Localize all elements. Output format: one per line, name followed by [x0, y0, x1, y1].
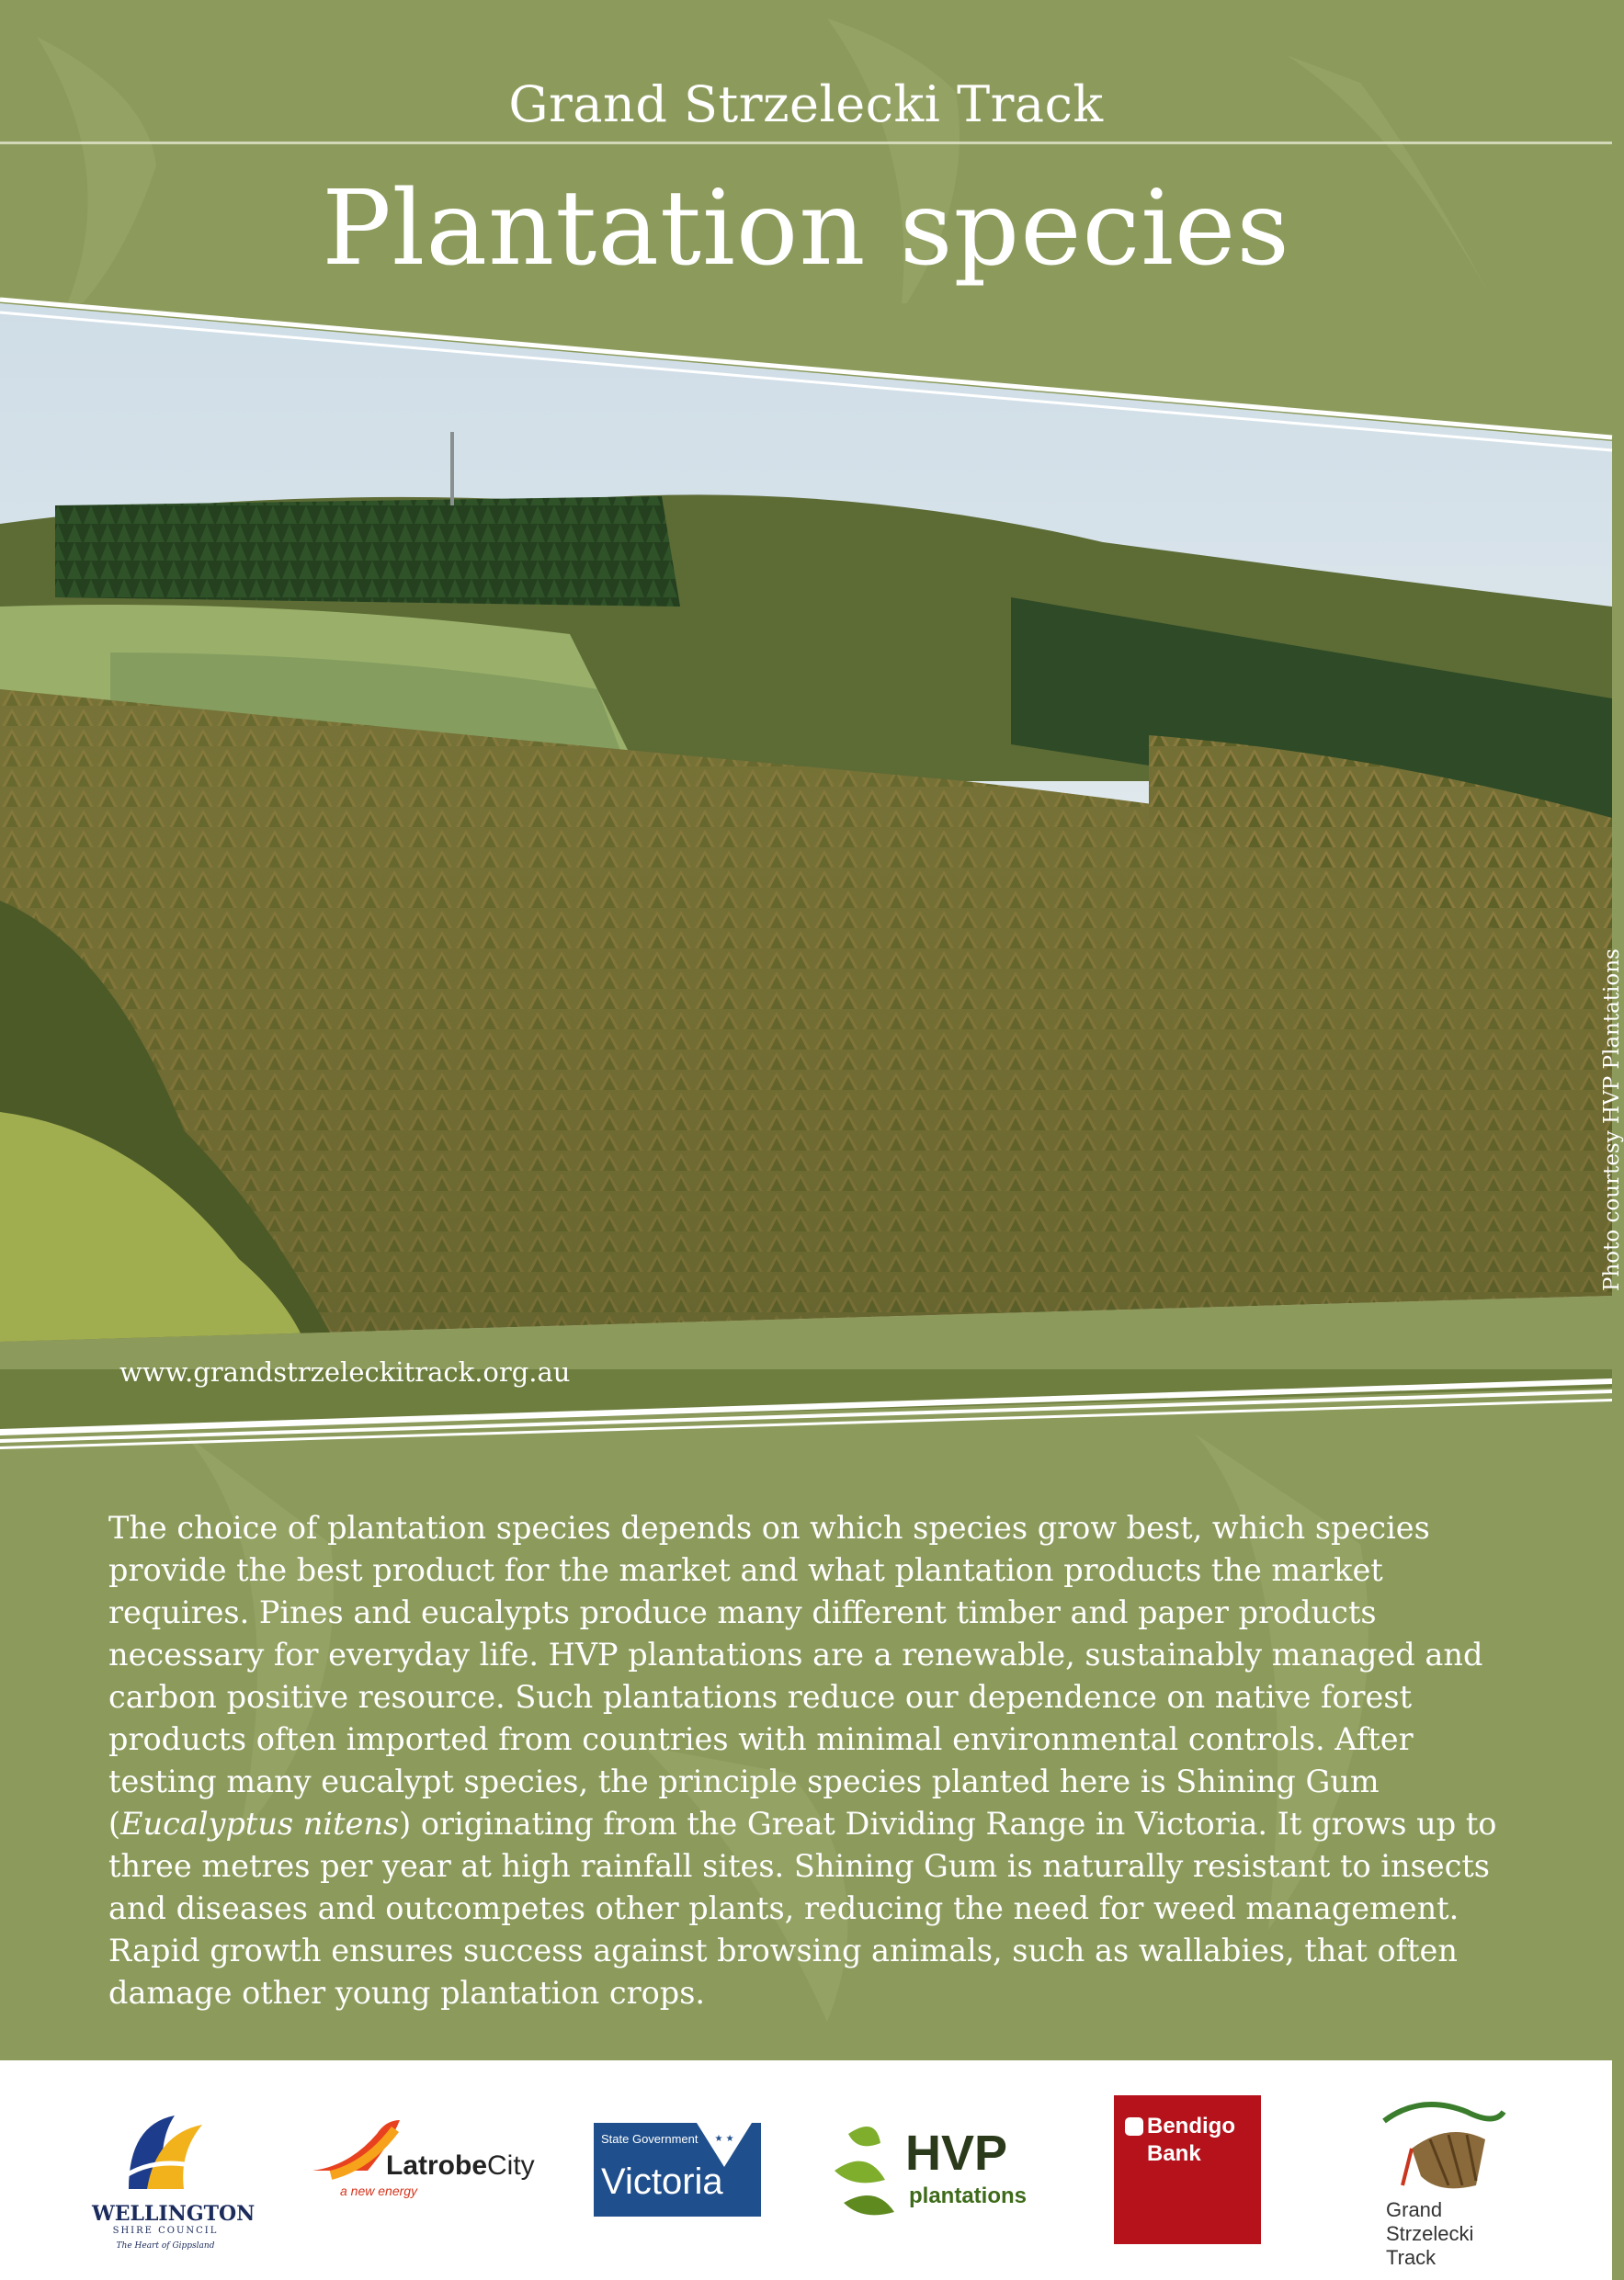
- bendigo-line1: [1125, 2114, 1235, 2139]
- sponsor-footer: [0, 2060, 1612, 2280]
- gst-emblem-icon: [1375, 2093, 1513, 2195]
- latrobe-tagline: a new energy: [340, 2184, 418, 2198]
- plantation-photo: [0, 303, 1612, 1369]
- header-divider: [0, 142, 1612, 144]
- wellington-logo: [92, 2097, 256, 2253]
- hvp-sub: plantations: [909, 2184, 1028, 2208]
- bendigo-bank-logo: [1114, 2095, 1261, 2244]
- species-name: Eucalyptus nitens: [120, 1806, 400, 1842]
- wellington-emblem-icon: [92, 2097, 239, 2198]
- bendigo-line2: Bank: [1147, 2141, 1201, 2166]
- wellington-tagline: The Heart of Gippsland: [116, 2241, 215, 2251]
- latrobe-city-logo: [312, 2116, 542, 2226]
- victoria-triangle-icon: [697, 2123, 752, 2169]
- body-text-part2: ) originating from the Great Dividing Range in Victoria. It grows up to three metres per year at high rainfall sites. Shining Gum is naturally resistant to insects and diseases and outcompetes other plants, reducing the need for weed management. Rapid growth ensures success against browsing animals, such as wallabies, that often damage other young plantation crops.: [108, 1806, 1497, 2011]
- hvp-name: HVP: [905, 2126, 1008, 2181]
- latrobe-name-a: Latrobe: [386, 2150, 488, 2181]
- victoria-name: Victoria: [601, 2161, 723, 2202]
- gst-line2: Strzelecki: [1386, 2222, 1474, 2245]
- bendigo-line1-text: Bendigo: [1147, 2114, 1235, 2138]
- photo-credit: Photo courtesy HVP Plantations: [1600, 948, 1624, 1291]
- gst-line1: Grand: [1386, 2198, 1443, 2221]
- victoria-logo: [594, 2123, 761, 2217]
- wellington-name: WELLINGTON: [92, 2202, 256, 2226]
- website-link[interactable]: www.grandstrzeleckitrack.org.au: [119, 1356, 571, 1388]
- victoria-top: State Government: [601, 2132, 698, 2146]
- hvp-leaf-icon: [830, 2116, 913, 2226]
- body-text-part1: The choice of plantation species depends on which species grow best, which species provide the best product for the market and what plantation products the market requires. Pines and eucalypts produce many different timber and paper products necessary for everyday life. HVP plantations are a renewable, sustainably managed and carbon positive resource. Such plantations reduce our dependence on native forest products often imported from countries with minimal environmental controls. After testing many eucalypt species, the principle species planted here is Shining Gum (: [108, 1510, 1483, 1842]
- body-paragraph: [108, 1507, 1505, 2014]
- latrobe-name-b: City: [487, 2150, 535, 2181]
- hvp-logo: [830, 2116, 1041, 2226]
- page-title: Plantation species: [322, 169, 1290, 289]
- gst-line3: Track: [1386, 2246, 1437, 2269]
- latrobe-name: [386, 2150, 535, 2182]
- bendigo-mark-icon: [1125, 2117, 1143, 2136]
- track-name: Grand Strzelecki Track: [508, 75, 1104, 133]
- gst-logo: [1375, 2093, 1513, 2268]
- wellington-sub: SHIRE COUNCIL: [112, 2226, 219, 2236]
- svg-text:★ ★: ★ ★: [714, 2134, 734, 2144]
